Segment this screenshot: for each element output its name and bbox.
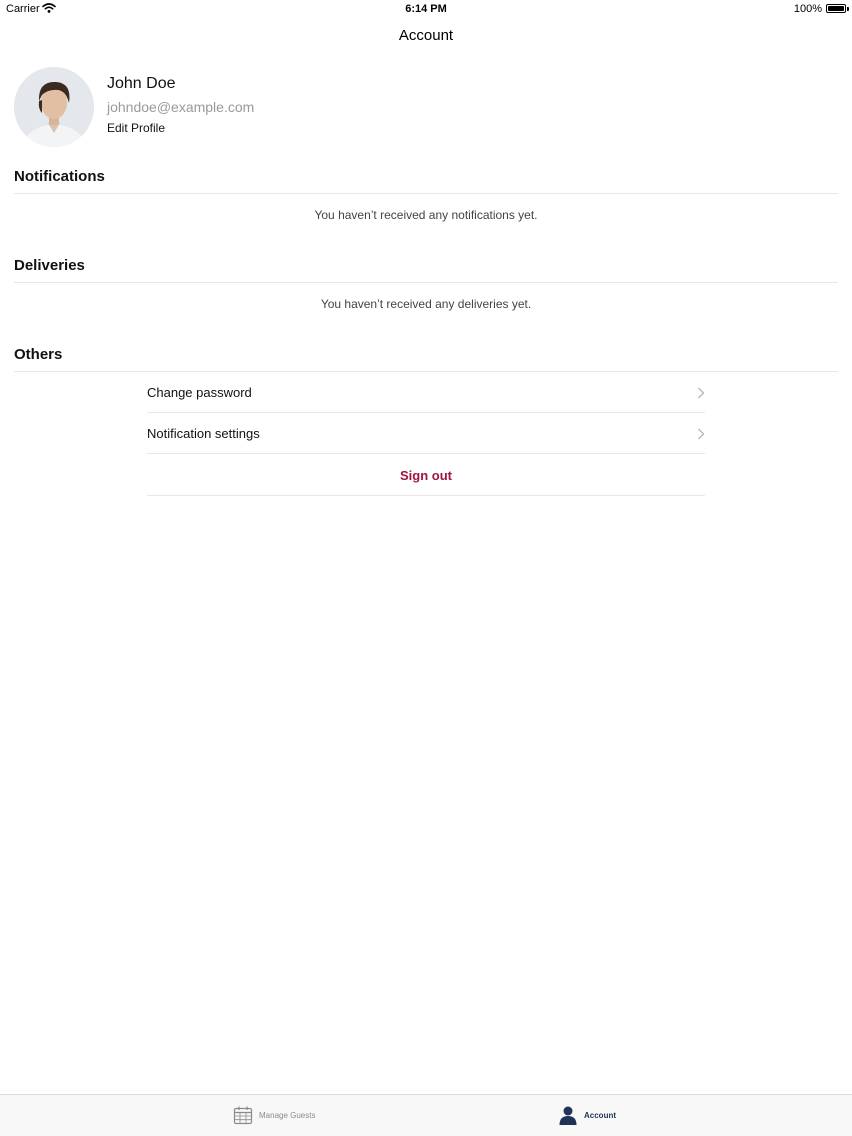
person-icon: [558, 1105, 578, 1125]
notification-settings-label: Notification settings: [147, 426, 260, 441]
sign-out-button[interactable]: [147, 455, 705, 496]
sign-out-label: Sign out: [400, 468, 452, 483]
deliveries-divider: [14, 282, 838, 283]
battery-icon: [826, 4, 846, 13]
profile-email: johndoe@example.com: [107, 99, 255, 115]
notifications-empty-message: You haven’t received any notifications yet.: [314, 208, 538, 222]
change-password-row[interactable]: [147, 372, 705, 413]
change-password-label: Change password: [147, 385, 252, 400]
deliveries-heading: Deliveries: [14, 257, 85, 274]
chevron-right-icon: [697, 428, 705, 440]
tab-manage-guests-label: Manage Guests: [259, 1111, 316, 1120]
edit-profile-link[interactable]: Edit Profile: [107, 121, 166, 135]
tab-account-label: Account: [584, 1111, 616, 1120]
battery-percent: 100%: [793, 3, 822, 15]
notifications-heading: Notifications: [14, 168, 105, 185]
calendar-icon: [233, 1105, 253, 1125]
profile-name: John Doe: [107, 75, 176, 92]
deliveries-empty-message: You haven’t received any deliveries yet.: [320, 297, 532, 311]
avatar[interactable]: [14, 67, 94, 147]
chevron-right-icon: [697, 387, 705, 399]
status-bar: [0, 0, 852, 18]
battery-nub: [847, 7, 849, 11]
notification-settings-row[interactable]: [147, 413, 705, 454]
tab-account[interactable]: [555, 1095, 645, 1136]
avatar-portrait: [14, 67, 94, 147]
carrier-label: Carrier: [6, 3, 40, 15]
clock: 6:14 PM: [405, 3, 447, 15]
others-heading: Others: [14, 346, 63, 363]
notifications-divider: [14, 193, 838, 194]
tab-manage-guests[interactable]: [230, 1095, 340, 1136]
tab-bar: [0, 1094, 852, 1136]
page-title: Account: [398, 27, 454, 44]
